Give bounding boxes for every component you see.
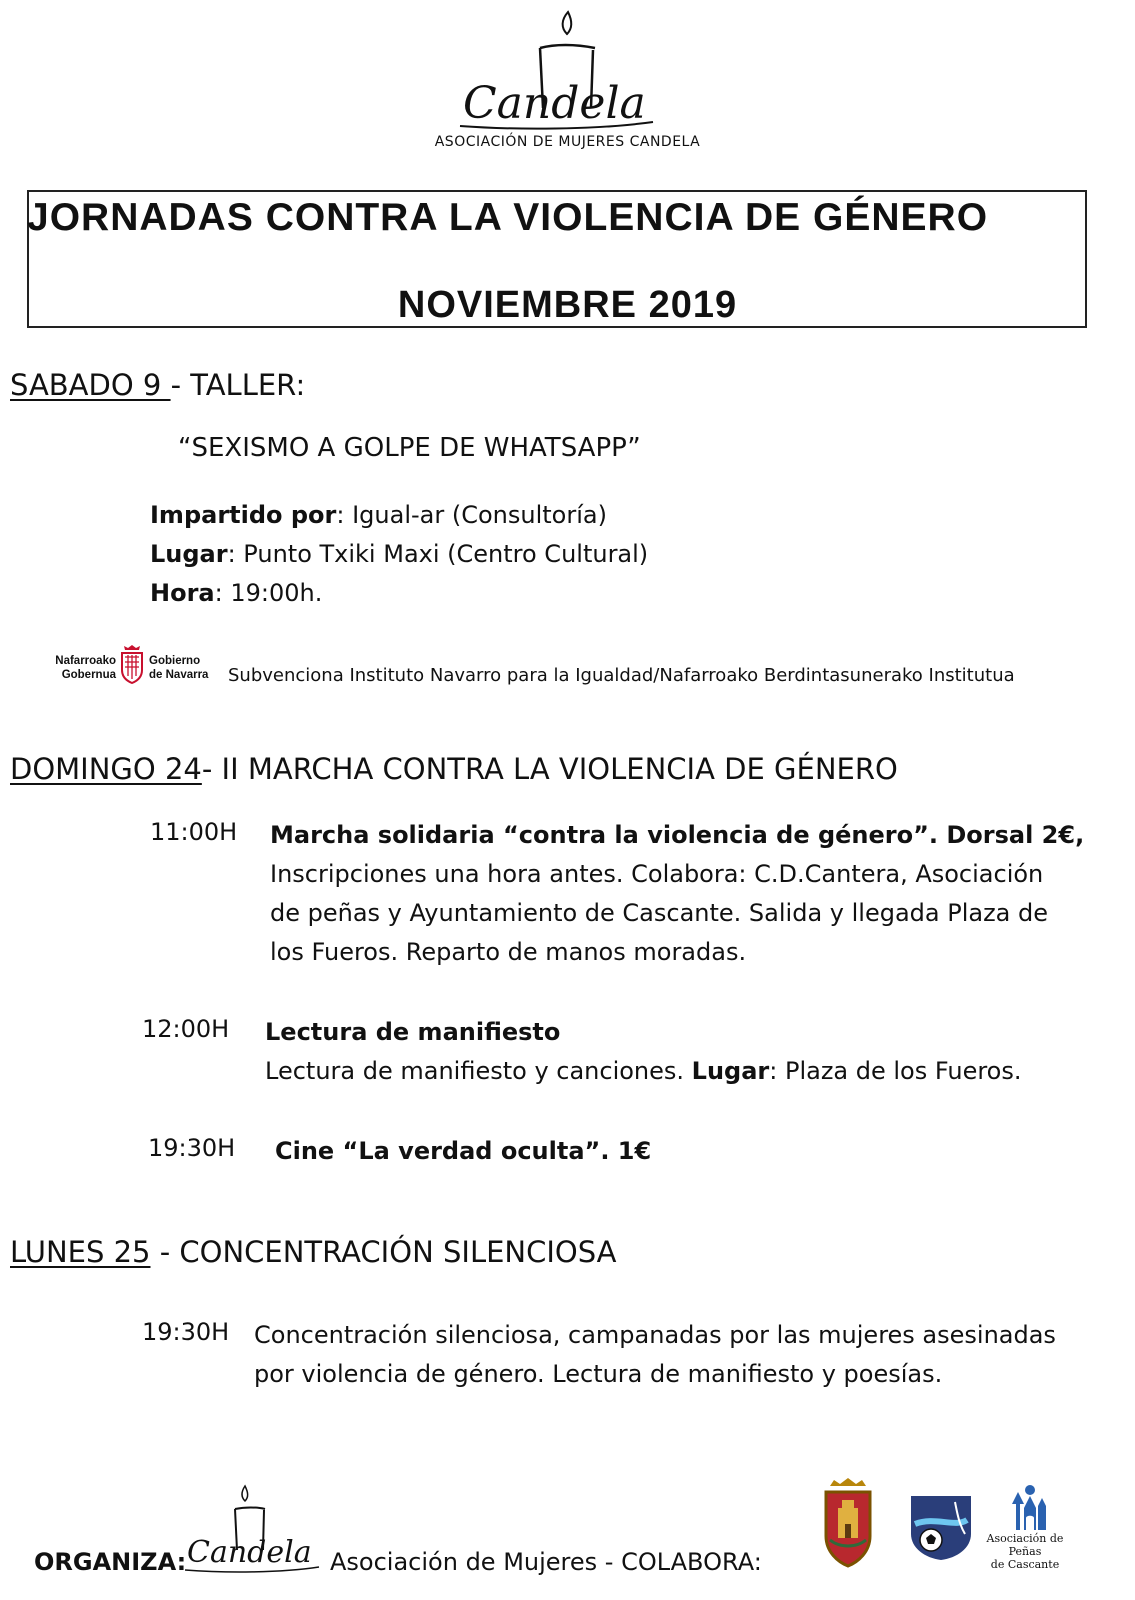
- event-line: los Fueros. Reparto de manos moradas.: [270, 938, 747, 966]
- detail-row: [150, 574, 648, 613]
- gob-line: Gobernua: [61, 669, 116, 681]
- detail-label: Impartido por: [150, 501, 337, 529]
- gobierno-navarra-spanish-text: [149, 654, 208, 682]
- heading-rest: - CONCENTRACIÓN SILENCIOSA: [150, 1235, 617, 1269]
- event-title: Cine “La verdad oculta”. 1€: [275, 1137, 652, 1165]
- heading-rest: - TALLER:: [170, 368, 306, 402]
- gob-line: Nafarroako: [55, 655, 116, 667]
- heading-day: SABADO 9: [10, 368, 171, 402]
- page-subtitle-date: NOVIEMBRE 2019: [397, 284, 738, 326]
- subvenciona-text: Subvenciona Instituto Navarro para la Igualdad/Nafarroako Berdintasunerako Institutua: [228, 665, 1015, 686]
- event-label: Lugar: [691, 1057, 770, 1085]
- detail-row: [150, 496, 648, 535]
- event-text: Lectura de manifiesto y canciones.: [265, 1057, 692, 1085]
- detail-label: Lugar: [150, 540, 228, 568]
- event-title: Marcha solidaria “contra la violencia de género”. Dorsal 2€,: [270, 821, 1085, 849]
- event-title: Lectura de manifiesto: [265, 1018, 561, 1046]
- cascante-crest-icon: [820, 1478, 876, 1568]
- gob-line: Gobierno: [149, 655, 201, 667]
- heading-day: LUNES 25: [10, 1235, 151, 1269]
- event-line: [265, 1052, 1105, 1091]
- event-time: 19:30H: [148, 1134, 236, 1162]
- event-time: 12:00H: [142, 1015, 230, 1043]
- section-heading-lunes: [10, 1235, 617, 1269]
- workshop-details: [150, 496, 648, 613]
- workshop-title: “SEXISMO A GOLPE DE WHATSAPP”: [178, 433, 641, 463]
- asociacion-penas-logo-icon: [990, 1482, 1070, 1532]
- heading-rest: - II MARCHA CONTRA LA VIOLENCIA DE GÉNERO: [201, 752, 898, 786]
- gob-line: de Navarra: [149, 669, 209, 681]
- detail-label: Hora: [150, 579, 215, 607]
- peña-football-logo-icon: [905, 1488, 977, 1560]
- footer-text: Asociación de Mujeres - COLABORA:: [330, 1548, 762, 1576]
- event-description: [270, 816, 1110, 972]
- detail-value: : Igual-ar (Consultoría): [336, 501, 607, 529]
- event-line: Inscripciones una hora antes. Colabora: C.D.Cantera, Asociación: [270, 860, 1044, 888]
- gobierno-navarra-basque-text: [48, 654, 116, 682]
- detail-value: : 19:00h.: [214, 579, 323, 607]
- detail-row: [150, 535, 648, 574]
- candela-logo-small: [185, 1484, 320, 1574]
- page-title: JORNADAS CONTRA LA VIOLENCIA DE GÉNERO: [27, 196, 989, 239]
- event-line: Concentración silenciosa, campanadas por las mujeres asesinadas: [254, 1321, 1056, 1349]
- penas-caption-line: Asociación de Peñas: [986, 1532, 1064, 1558]
- section-heading-sabado: [10, 368, 305, 402]
- navarra-shield-icon: [119, 644, 145, 684]
- event-description: [254, 1316, 1114, 1394]
- event-line: de peñas y Ayuntamiento de Cascante. Salida y llegada Plaza de: [270, 899, 1049, 927]
- association-caption: ASOCIACIÓN DE MUJERES CANDELA: [434, 134, 701, 150]
- svg-text:Candela: Candela: [463, 78, 646, 129]
- event-description: [265, 1013, 1105, 1091]
- event-time: 19:30H: [142, 1318, 230, 1346]
- event-time: 11:00H: [150, 818, 238, 846]
- event-text: : Plaza de los Fueros.: [769, 1057, 1022, 1085]
- penas-caption-line: de Cascante: [990, 1558, 1060, 1571]
- event-line: por violencia de género. Lectura de manifiesto y poesías.: [254, 1360, 943, 1388]
- candela-logo: [455, 8, 655, 133]
- penas-caption: [983, 1532, 1067, 1571]
- detail-value: : Punto Txiki Maxi (Centro Cultural): [227, 540, 649, 568]
- section-heading-domingo: [10, 752, 898, 786]
- heading-day: DOMINGO 24: [10, 752, 202, 786]
- organiza-label: ORGANIZA:: [34, 1548, 187, 1576]
- svg-text:Candela: Candela: [187, 1535, 312, 1570]
